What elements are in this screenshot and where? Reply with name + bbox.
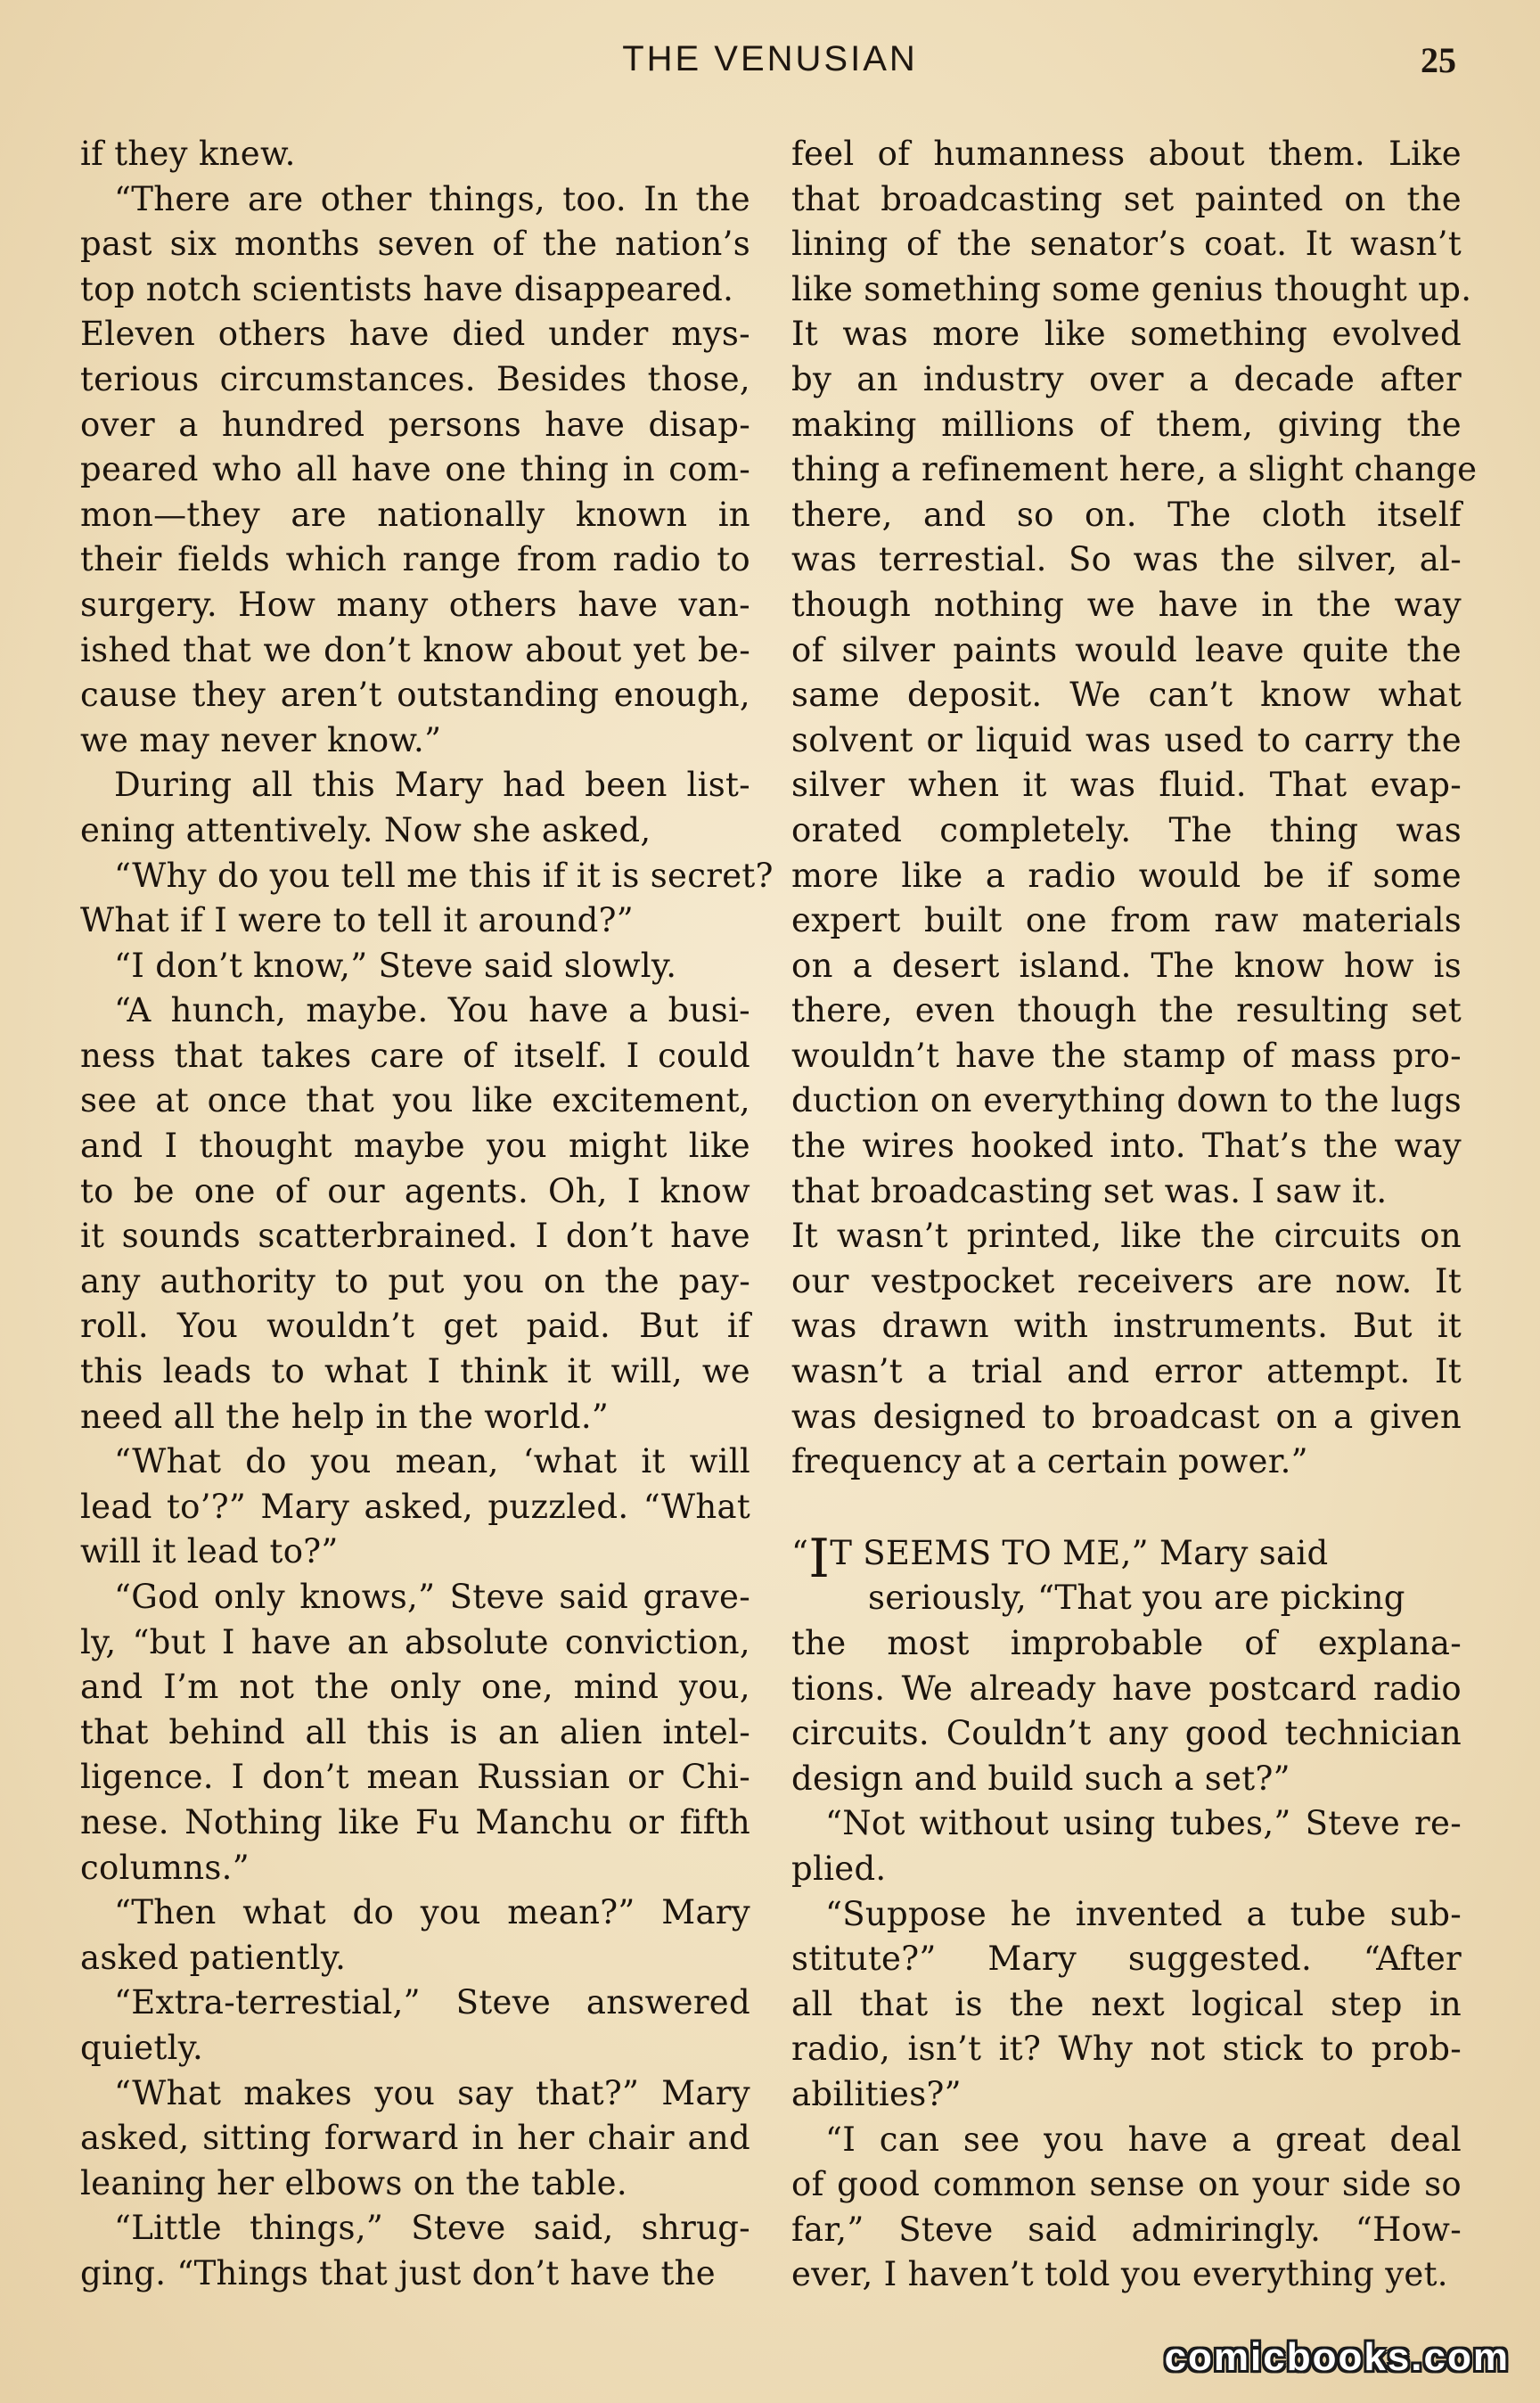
text-line: solvent or liquid was used to carry the [791,720,1462,759]
left-text-column [80,132,774,2297]
text-line: our vestpocket receivers are now. It [791,1261,1462,1300]
text-line: ening attentively. Now she asked, [80,810,651,849]
text-line: During all this Mary had been list- [114,766,750,805]
dropcap-first-line: T SEEMS TO ME,” Mary said [830,1533,1329,1572]
text-line: “There are other things, too. In the [114,179,750,218]
text-line: more like a radio would be if some [791,856,1462,895]
text-line: over a hundred persons have disap- [80,405,750,444]
text-line: expert built one from raw materials [791,901,1462,940]
watermark-logo: comicbooks.com [1164,2335,1510,2379]
text-line: of silver paints would leave quite the [791,630,1462,669]
text-line: same deposit. We can’t know what [791,676,1462,715]
text-line: and I thought maybe you might like [80,1127,750,1166]
text-line: “Why do you tell me this if it is secret? [114,856,774,895]
text-line: tions. We already have postcard radio [791,1669,1462,1708]
text-line: radio, isn’t it? Why not stick to prob- [791,2030,1462,2069]
text-line: It wasn’t printed, like the circuits on [791,1217,1462,1256]
text-line: this leads to what I think it will, we [80,1352,750,1391]
text-line: plied. [791,1849,887,1888]
text-line: all that is the next logical step in [791,1984,1462,2023]
dropcap-letter: I [808,1527,831,1590]
text-line: design and build such a set?” [791,1759,1290,1798]
text-line: quietly. [80,2028,204,2067]
text-line: there, and so on. The cloth itself [791,495,1462,534]
text-line: “A hunch, maybe. You have a busi- [114,991,750,1030]
text-line: lining of the senator’s coat. It wasn’t [791,225,1462,264]
text-line: on a desert island. The know how is [791,946,1462,985]
text-line: roll. You wouldn’t get paid. But if [80,1307,750,1346]
right-column-top [791,132,1478,1485]
text-line: it sounds scatterbrained. I don’t have [80,1217,750,1256]
text-line: any authority to put you on the pay- [80,1261,750,1300]
text-line: ging. “Things that just don’t have the [80,2253,717,2292]
text-line: though nothing we have in the way [791,585,1462,624]
running-header-title: THE VENUSIAN [622,39,918,78]
text-line: we may never know.” [80,720,442,759]
text-line: “What do you mean, ‘what it will [114,1442,750,1481]
text-line: ished that we don’t know about yet be- [80,630,750,669]
text-line: nese. Nothing like Fu Manchu or fifth [80,1802,750,1841]
text-line: duction on everything down to the lugs [791,1081,1462,1120]
page-number: 25 [1421,40,1456,80]
text-line: Eleven others have died under mys- [80,315,750,354]
text-line: was terrestial. So was the silver, al- [791,540,1462,579]
text-line: It was more like something evolved [791,315,1462,354]
text-line: ness that takes care of itself. I could [80,1036,750,1075]
dropcap-line-2: seriously, “That you are picking [868,1579,1405,1618]
text-line: “What makes you say that?” Mary [114,2073,750,2112]
dropcap-open-quote: “ [791,1533,809,1572]
text-line: orated completely. The thing was [791,810,1462,849]
text-line: wasn’t a trial and error attempt. It [791,1352,1462,1391]
text-line: surgery. How many others have van- [80,585,750,624]
text-line: need all the help in the world.” [80,1397,610,1436]
text-line: frequency at a certain power.” [791,1442,1308,1481]
text-line: that behind all this is an alien intel- [80,1712,750,1751]
text-line: circuits. Couldn’t any good technician [791,1714,1462,1753]
text-line: there, even though the resulting set [791,991,1462,1030]
text-line: and I’m not the only one, mind you, [80,1668,750,1707]
text-line: will it lead to?” [80,1532,339,1571]
text-line: abilities?” [791,2074,962,2113]
text-line: “Little things,” Steve said, shrug- [114,2209,750,2248]
text-line: “God only knows,” Steve said grave- [114,1578,750,1616]
text-line: ever, I haven’t told you everything yet. [791,2255,1448,2294]
text-line: “Not without using tubes,” Steve re- [825,1804,1462,1843]
text-line: far,” Steve said admiringly. “How- [791,2210,1462,2249]
text-line: silver when it was fluid. That evap- [791,766,1462,805]
section-break [791,1485,1462,1531]
text-line: feel of humanness about them. Like [791,135,1462,173]
text-line: see at once that you like excitement, [80,1081,750,1120]
text-line: by an industry over a decade after [791,359,1462,398]
text-line: “Suppose he invented a tube sub- [825,1894,1462,1933]
text-line: was drawn with instruments. But it [791,1307,1462,1346]
text-line: mon—they are nationally known in [80,495,750,534]
text-line: cause they aren’t outstanding enough, [80,676,750,715]
text-line: lead to’?” Mary asked, puzzled. “What [80,1487,750,1526]
text-line: stitute?” Mary suggested. “After [791,1940,1462,1979]
text-line: if they knew. [80,135,296,173]
text-line: “Extra-terrestial,” Steve answered [114,1983,750,2022]
text-line: of good common sense on your side so [791,2165,1462,2204]
text-line: the most improbable of explana- [791,1624,1462,1662]
text-line: “I don’t know,” Steve said slowly. [114,946,677,985]
text-line: columns.” [80,1848,250,1887]
text-line: top notch scientists have disappeared. [80,269,734,308]
text-line: “I can see you have a great deal [825,2120,1462,2159]
text-line: ly, “but I have an absolute conviction, [80,1622,750,1661]
text-line: What if I were to tell it around?” [80,901,635,940]
dropcap-line-1 [791,1527,1462,1590]
text-line: was designed to broadcast on a given [791,1397,1462,1436]
text-line: past six months seven of the nation’s [80,225,750,264]
text-line: “Then what do you mean?” Mary [114,1893,750,1932]
text-line: making millions of them, giving the [791,405,1462,444]
text-line: asked patiently. [80,1938,347,1977]
text-line: terious circumstances. Besides those, [80,359,750,398]
right-text-column [791,132,1478,2298]
text-line: like something some genius thought up. [791,269,1472,308]
text-line: ligence. I don’t mean Russian or Chi- [80,1758,750,1797]
text-line: their fields which range from radio to [80,540,750,579]
text-line: thing a refinement here, a slight change [791,450,1478,489]
right-column-bottom [791,1621,1462,2298]
text-line: to be one of our agents. Oh, I know [80,1171,750,1210]
text-line: the wires hooked into. That’s the way [791,1127,1462,1166]
text-line: asked, sitting forward in her chair and [80,2119,750,2158]
text-line: that broadcasting set painted on the [791,179,1462,218]
text-line: that broadcasting set was. I saw it. [791,1171,1388,1210]
text-line: wouldn’t have the stamp of mass pro- [791,1036,1462,1075]
text-line: peared who all have one thing in com- [80,450,750,489]
text-line: leaning her elbows on the table. [80,2163,627,2202]
